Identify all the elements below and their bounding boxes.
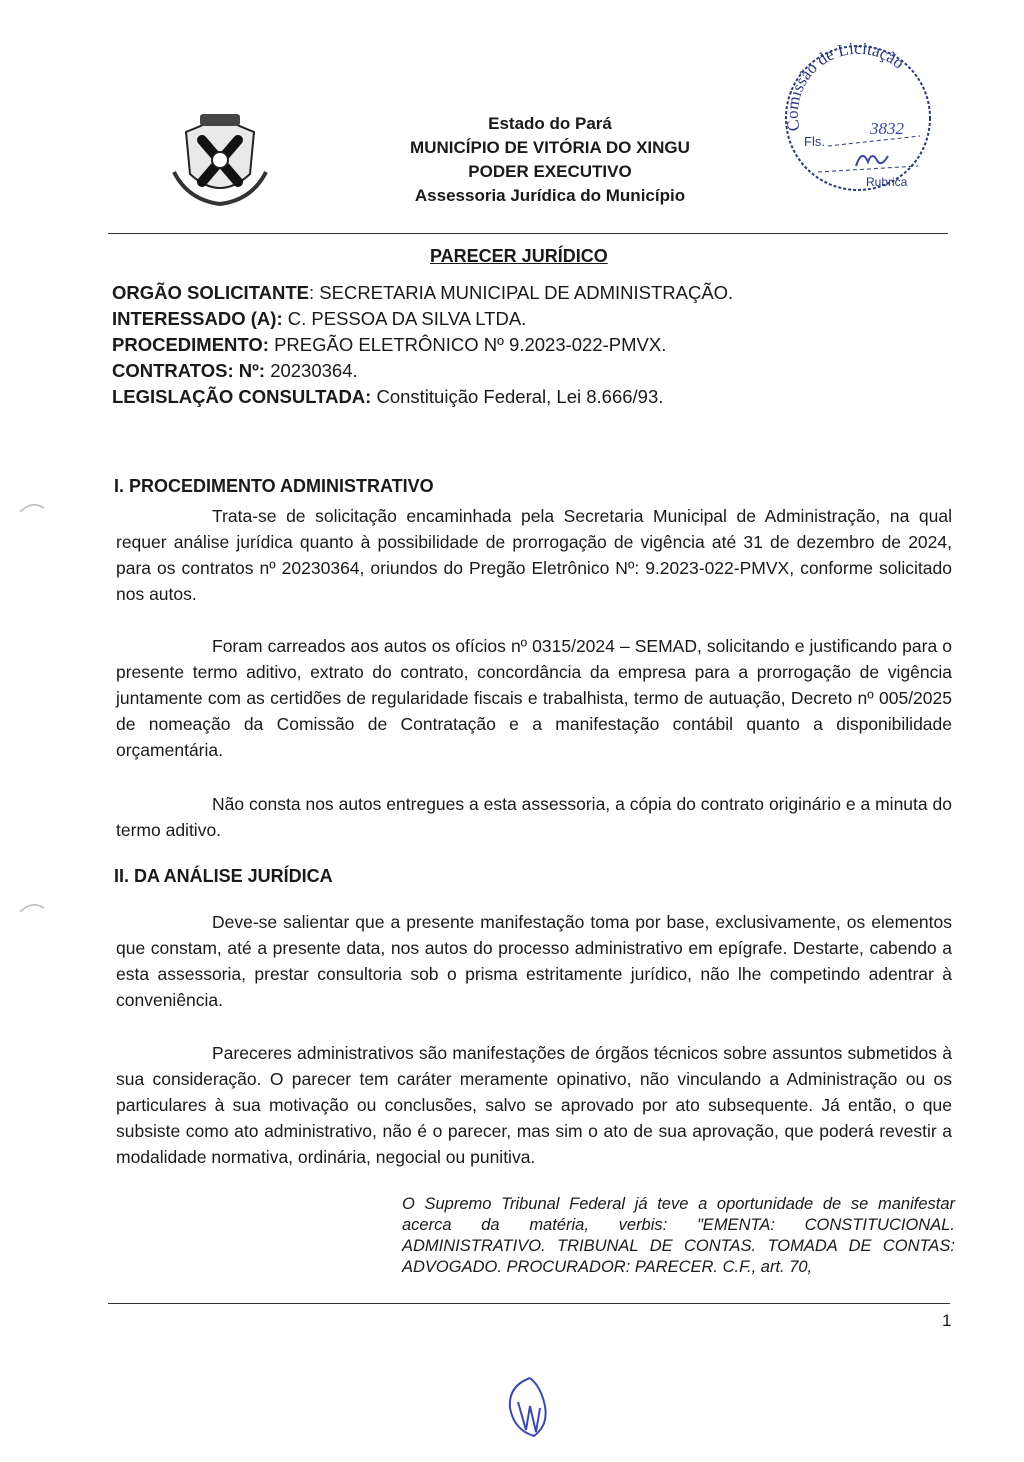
document-title: PARECER JURÍDICO xyxy=(430,246,608,266)
paragraph: Não consta nos autos entregues a esta assessoria, a cópia do contrato originário e a minuta do termo aditivo. xyxy=(116,794,952,840)
meta-row-requesting-body: ORGÃO SOLICITANTE: SECRETARIA MUNICIPAL DE ADMINISTRAÇÃO. xyxy=(112,282,734,303)
meta-row-procedure: PROCEDIMENTO: PREGÃO ELETRÔNICO Nº 9.2023-022-PMVX. xyxy=(112,334,667,355)
section-title-procedure: I. PROCEDIMENTO ADMINISTRATIVO xyxy=(114,476,434,496)
paragraph: Trata-se de solicitação encaminhada pela Secretaria Municipal de Administração, na qual requer análise jurídica quanto à possibilidade de prorrogação de vigência até 31 de dezembro de 2024, para os contratos nº 20230364, oriundos do Pregão Eletrônico Nº: 9.2023-022-PMVX, conforme solicitado nos autos. xyxy=(116,506,952,604)
header-state: Estado do Pará xyxy=(488,114,612,133)
letterhead xyxy=(330,112,770,208)
header-power: PODER EXECUTIVO xyxy=(468,162,632,181)
commission-stamp xyxy=(778,38,938,198)
margin-mark xyxy=(18,900,46,914)
footer-divider xyxy=(108,1303,950,1304)
paragraph: Foram carreados aos autos os ofícios nº 0315/2024 – SEMAD, solicitando e justificando para o presente termo aditivo, extrato do contrato, concordância da empresa para a prorrogação de vigência juntamente com as certidões de regularidade fiscais e trabalhista, termo de autuação, Decreto nº 005/2025 de nomeação da Comissão de Contratação e a manifestação contábil quanto a disponibilidade orçamentária. xyxy=(116,636,952,760)
meta-row-contracts: CONTRATOS: Nº: 20230364. xyxy=(112,360,358,381)
header-divider xyxy=(108,233,948,234)
meta-row-legislation: LEGISLAÇÃO CONSULTADA: Constituição Federal, Lei 8.666/93. xyxy=(112,386,664,407)
section-title-legal-analysis: II. DA ANÁLISE JURÍDICA xyxy=(114,866,333,886)
header-municipality: MUNICÍPIO DE VITÓRIA DO XINGU xyxy=(410,138,690,157)
municipal-crest xyxy=(168,112,272,208)
metadata-block xyxy=(112,280,972,410)
margin-mark xyxy=(18,500,46,514)
page-number: 1 xyxy=(942,1311,952,1330)
stamp-rubrica-label: Rubrica xyxy=(866,175,908,189)
stamp-fls-value: 3832 xyxy=(870,119,904,138)
stamp-fls-label: Fls. xyxy=(804,134,825,149)
block-quote: O Supremo Tribunal Federal já teve a oportunidade de se manifestar acerca da matéria, verbis: "EMENTA: CONSTITUCIONAL. ADMINISTRATIVO. TRIBUNAL DE CONTAS. TOMADA DE CONTAS: ADVOGADO. PROCURADOR: PARECER. C.F., art. 70, xyxy=(402,1195,955,1276)
paragraph: Deve-se salientar que a presente manifestação toma por base, exclusivamente, os elementos que constam, até a presente data, nos autos do processo administrativo em epígrafe. Destarte, cabendo a esta assessoria, prestar consultoria sob o prisma estritamente jurídico, não lhe competindo adentrar à conveniência. xyxy=(116,912,952,1010)
paragraph: Pareceres administrativos são manifestações de órgãos técnicos sobre assuntos submetidos à sua consideração. O parecer tem caráter meramente opinativo, não vinculando a Administração ou os particulares à sua motivação ou conclusões, salvo se aprovado por ato subsequente. Já então, o que subsiste como ato administrativo, não é o parecer, mas sim o ato de sua aprovação, que poderá revestir a modalidade normativa, ordinária, negocial ou punitiva. xyxy=(116,1043,952,1167)
stamp-arc-text: Comissão de Licitação xyxy=(782,38,908,133)
header-department: Assessoria Jurídica do Município xyxy=(414,186,686,205)
signature-initials xyxy=(500,1372,556,1442)
meta-row-interested: INTERESSADO (A): C. PESSOA DA SILVA LTDA. xyxy=(112,308,527,329)
